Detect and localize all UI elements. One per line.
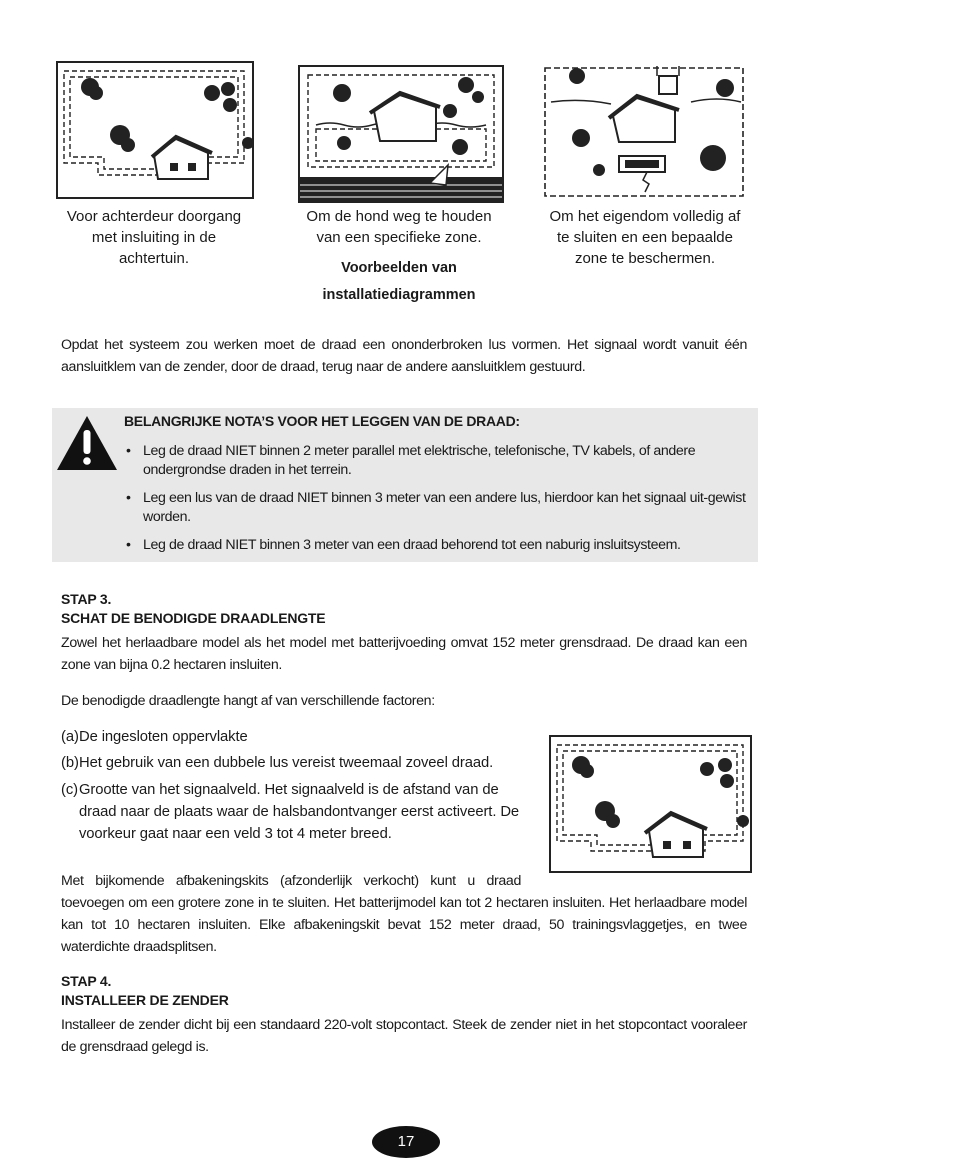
step4-title: INSTALLEER DE ZENDER (61, 992, 229, 1008)
diagram-back-door-passage (56, 61, 254, 199)
step4-heading (61, 972, 229, 1010)
warning-item: • Leg een lus van de draad NIET binnen 3 meter van een andere lus, hierdoor kan het signaal uit-gewist worden. (126, 490, 746, 525)
page-number: 17 (372, 1126, 440, 1158)
step3-title: SCHAT DE BENODIGDE DRAADLENGTE (61, 610, 326, 626)
figures-group-caption: Voorbeelden van installatiediagrammen (322, 260, 476, 303)
step3-label: STAP 3. (61, 591, 112, 607)
diagram-signal-field (549, 735, 752, 873)
warning-item: • Leg de draad NIET binnen 2 meter parallel met elektrische, telefonische, TV kabels, of andere ondergrondse draden in het terrein. (126, 443, 696, 478)
step4-paragraph: Installeer de zender dicht bij een standaard 220-volt stopcontact. Steek de zender niet in het stopcontact vooraleer de grensdraad gelegd is. (61, 1017, 747, 1055)
step3-paragraph-2: De benodigde draadlengte hangt af van verschillende factoren: (61, 693, 435, 709)
figure-caption-1: Voor achterdeur doorgang met insluiting in de achtertuin. (66, 208, 242, 267)
step3-paragraph-1: Zowel het herlaadbare model als het model met batterijvoeding omvat 152 meter grensdraad. De draad kan een zone van bijna 0.2 hectaren insluiten. (61, 635, 747, 673)
factor-item: (b) Het gebruik van een dubbele lus vereist tweemaal zoveel draad. (61, 755, 494, 771)
intro-paragraph: Opdat het systeem zou werken moet de draad een ononderbroken lus vormen. Het signaal wordt vanuit één aansluitklem van de zender, door de draad, terug naar de andere aansluitklem gestuurd. (61, 337, 747, 375)
step3-paragraph-3-line1: Met bijkomende afbakeningskits (afzonderlijk verkocht) kunt u draad (61, 873, 521, 889)
bullet-icon: • (126, 537, 131, 553)
factor-item: (c) Grootte van het signaalveld. Het signaalveld is de afstand van de draad naar de plaats waar de halsbandontvanger eerst activeert. De voorkeur gaat naar een veld 3 tot 4 meter breed. (61, 782, 520, 842)
figure-caption-3: Om het eigendom volledig af te sluiten en een bepaalde zone te beschermen. (549, 208, 741, 267)
diagram-keep-dog-out-zone (298, 65, 504, 203)
warning-title: BELANGRIJKE NOTA’S VOOR HET LEGGEN VAN DE DRAAD: (124, 413, 520, 429)
warning-triangle-icon (55, 414, 119, 472)
step3-paragraph-3: toevoegen om een grotere zone in te sluiten. Het batterijmodel kan tot 2 hectaren insluiten. Het herlaadbare model kan tot 10 hectaren insluiten. Elke afbakeningskit bevat 152 meter draad, 50 trainingsvlaggetjes, en twee waterdichte draadsplitsen. (61, 895, 747, 955)
bullet-icon: • (126, 490, 131, 506)
warning-item: • Leg de draad NIET binnen 3 meter van een draad behorend tot een naburig insluitsysteem. (126, 537, 681, 553)
step4-label: STAP 4. (61, 973, 112, 989)
figure-caption-2: Om de hond weg te houden van een specifieke zone. (306, 208, 492, 246)
diagram-full-property-enclosure (541, 62, 747, 198)
factor-item: (a) De ingesloten oppervlakte (61, 729, 248, 745)
step3-heading (61, 590, 325, 628)
bullet-icon: • (126, 443, 131, 459)
